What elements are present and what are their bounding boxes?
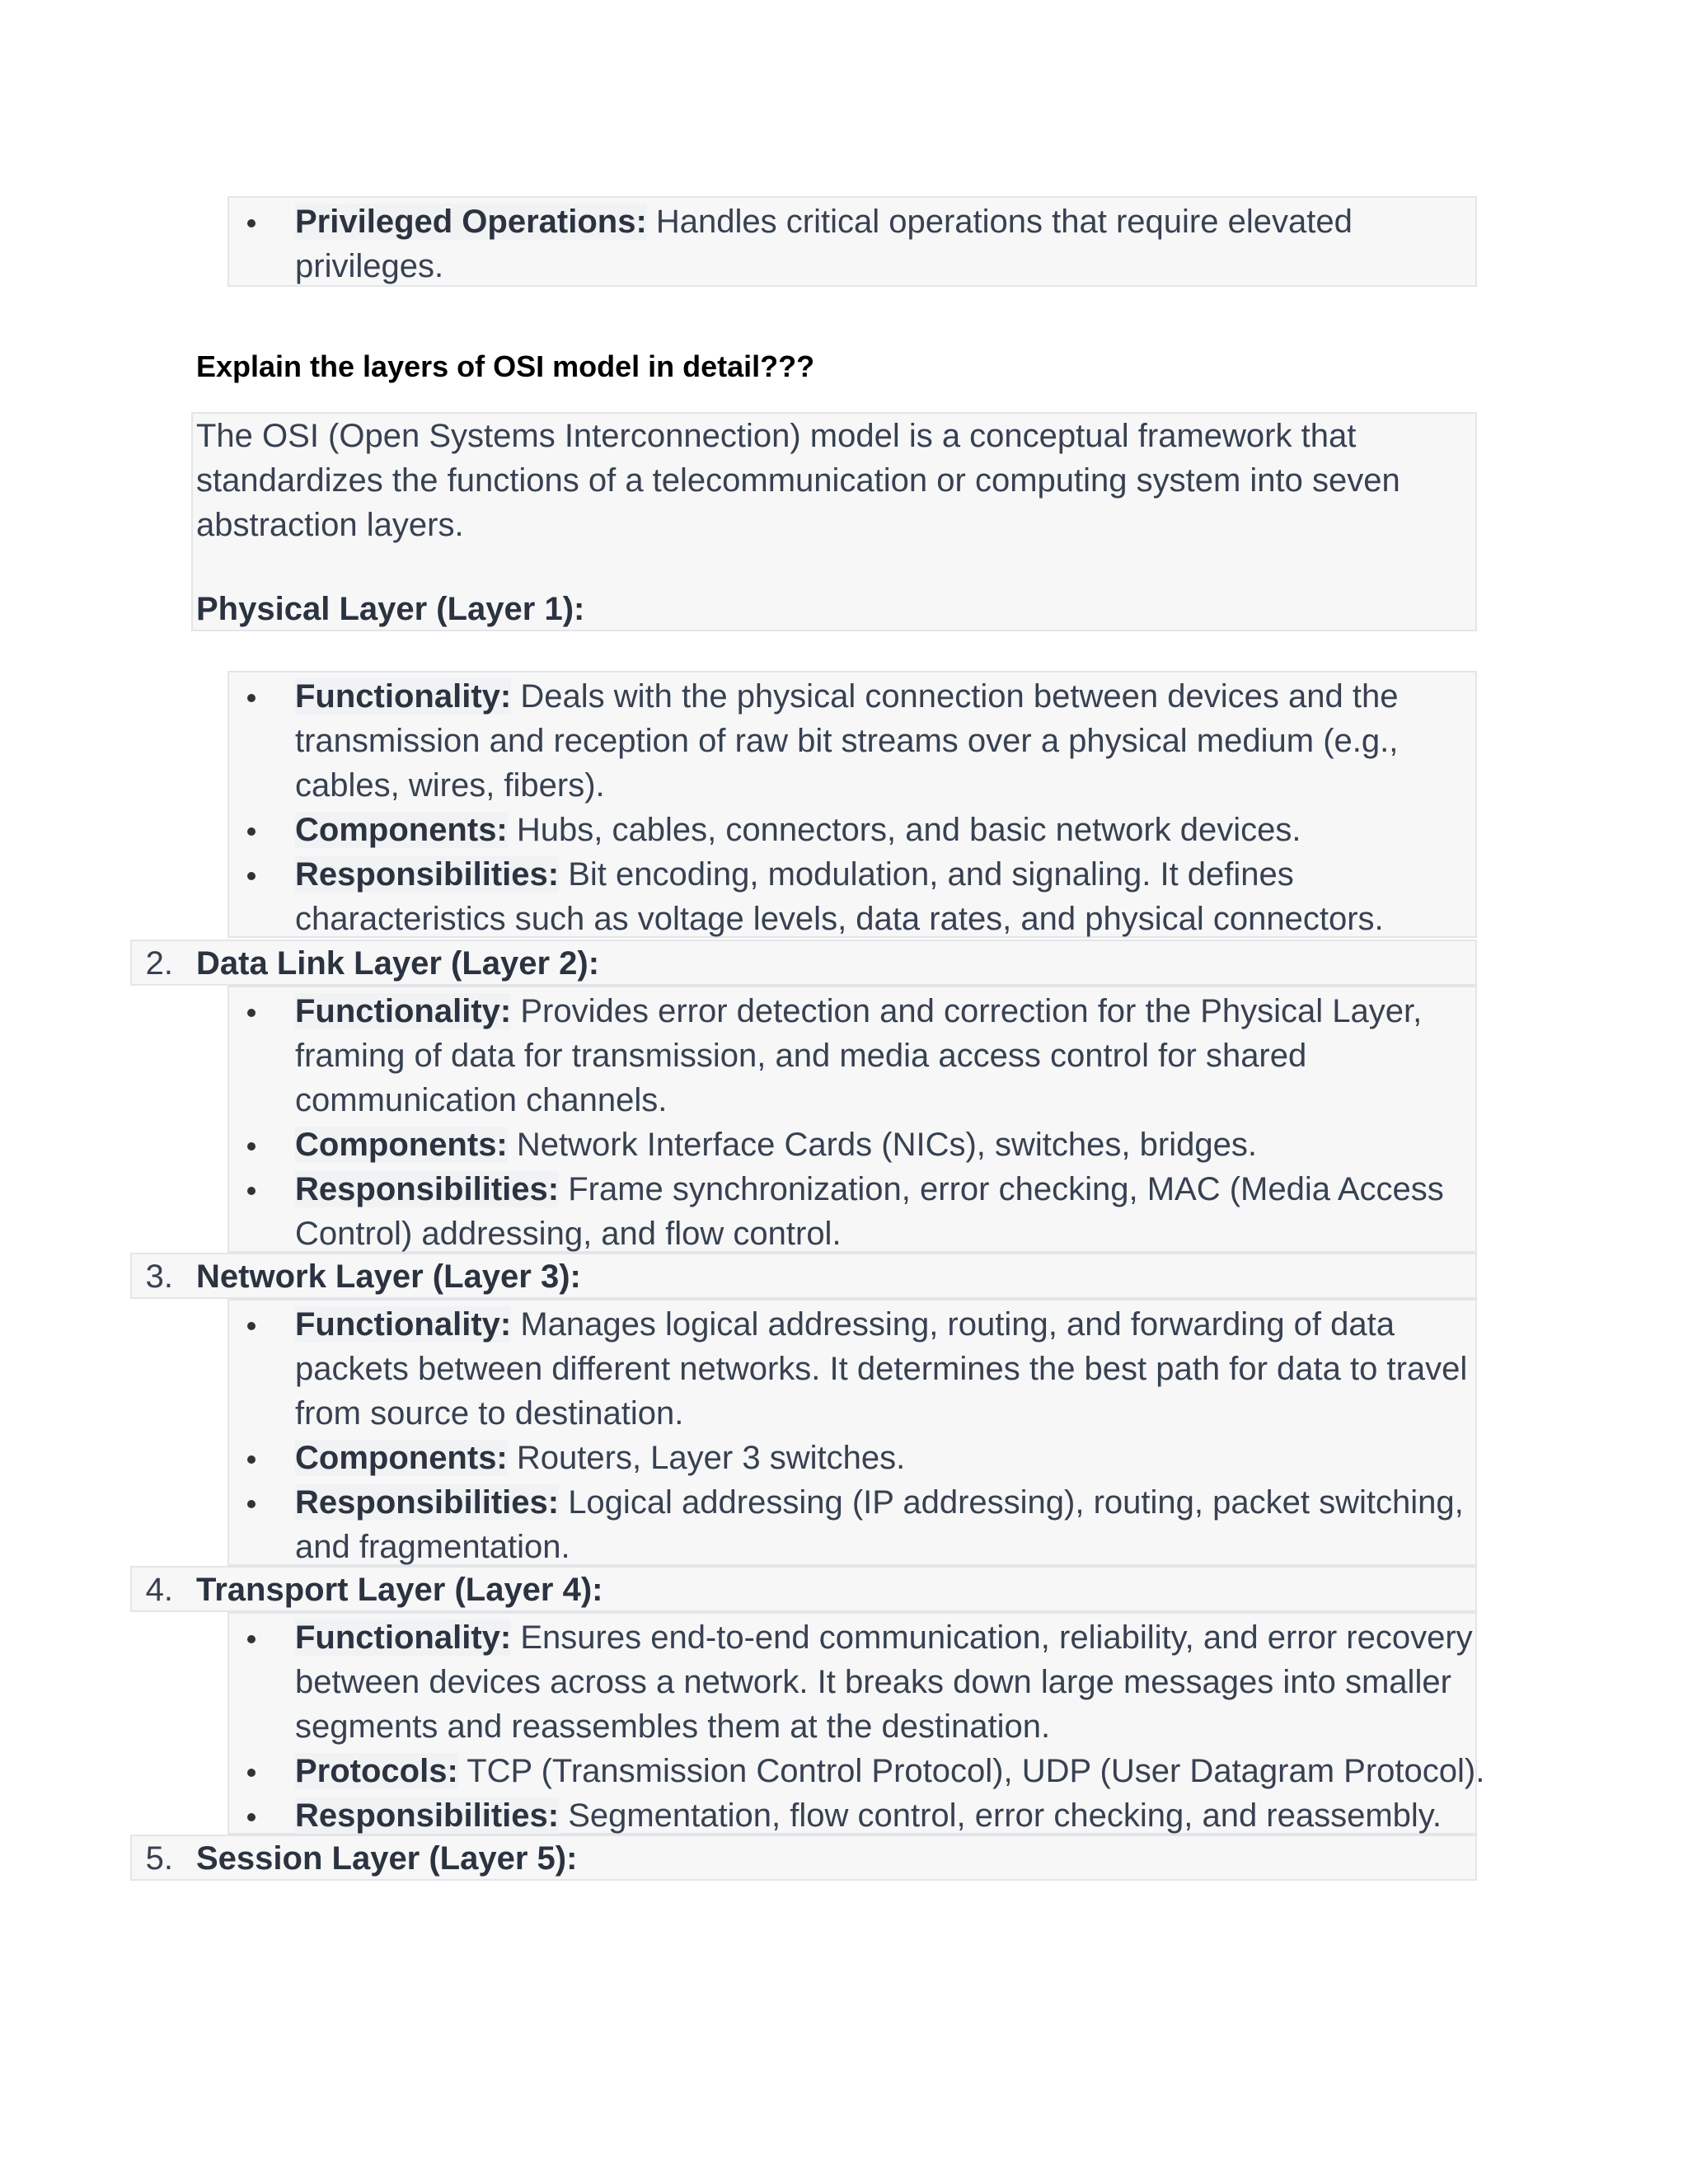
layer5-title: Session Layer (Layer 5): [196,1840,578,1877]
layer2-components-line [295,1122,1257,1167]
layer2-responsibilities-line-1 [295,1167,1444,1212]
privileged-operations-label: Privileged Operations: [295,204,647,240]
layer3-number: 3. [145,1258,173,1295]
layer4-responsibilities-line [295,1793,1442,1838]
layer3-functionality-line-2: packets between different networks. It determines the best path for data to travel [295,1351,1468,1387]
layer2-functionality-line-1 [295,989,1422,1033]
layer1-title: Physical Layer (Layer 1): [196,591,585,627]
layer4-title: Transport Layer (Layer 4): [196,1572,603,1608]
layer2-number: 2. [145,945,173,982]
bullet-icon [247,1009,256,1017]
functionality-text: Provides error detection and correction for the Physical Layer, [520,993,1423,1029]
responsibilities-label: Responsibilities: [295,1171,560,1207]
layer2-functionality-line-2: framing of data for transmission, and media access control for shared [295,1038,1307,1074]
protocols-label: Protocols: [295,1753,458,1789]
layer3-functionality-line-1 [295,1302,1395,1347]
bullet-icon [247,219,256,227]
layer1-responsibilities-line-1 [295,852,1294,897]
layer4-functionality-line-3: segments and reassembles them at the destination. [295,1708,1051,1745]
privileged-operations-line-1 [295,199,1353,244]
question-heading: Explain the layers of OSI model in detail??? [196,349,815,383]
responsibilities-label: Responsibilities: [295,1484,560,1521]
bullet-icon [247,1187,256,1195]
components-text: Routers, Layer 3 switches. [516,1440,906,1476]
functionality-text: Deals with the physical connection between devices and the [520,678,1399,715]
layer4-protocols-line [295,1749,1484,1793]
bullet-icon [247,694,256,702]
components-label: Components: [295,1440,508,1476]
privileged-operations-line-2: privileges. [295,248,444,284]
layer3-responsibilities-line-2: and fragmentation. [295,1529,570,1565]
layer1-functionality-line-3: cables, wires, fibers). [295,767,605,804]
bullet-icon [247,1455,256,1464]
responsibilities-label: Responsibilities: [295,1797,560,1834]
bullet-icon [247,872,256,880]
responsibilities-text: Logical addressing (IP addressing), routing, packet switching, [568,1484,1464,1521]
functionality-label: Functionality: [295,1619,512,1656]
bullet-icon [247,1322,256,1330]
protocols-text: TCP (Transmission Control Protocol), UDP (User Datagram Protocol). [467,1753,1485,1789]
layer1-components-line [295,808,1301,852]
layer4-functionality-line-2: between devices across a network. It breaks down large messages into smaller [295,1664,1451,1700]
components-text: Hubs, cables, connectors, and basic network devices. [516,812,1301,848]
privileged-operations-text: Handles critical operations that require elevated [655,204,1353,240]
layer1-functionality-line-1 [295,674,1398,719]
intro-line-1: The OSI (Open Systems Interconnection) model is a conceptual framework that [196,418,1357,454]
layer4-functionality-line-1 [295,1615,1473,1660]
layer3-title: Network Layer (Layer 3): [196,1258,581,1295]
layer4-number: 4. [145,1572,173,1608]
bullet-icon [247,1813,256,1821]
bullet-icon [247,1500,256,1508]
layer3-functionality-line-3: from source to destination. [295,1395,684,1432]
components-label: Components: [295,812,508,848]
layer5-number: 5. [145,1840,173,1877]
functionality-label: Functionality: [295,1306,512,1343]
layer1-functionality-line-2: transmission and reception of raw bit streams over a physical medium (e.g., [295,723,1399,759]
layer1-responsibilities-line-2: characteristics such as voltage levels, data rates, and physical connectors. [295,901,1384,937]
layer3-components-line [295,1436,905,1480]
layer3-responsibilities-line-1 [295,1480,1464,1525]
responsibilities-label: Responsibilities: [295,856,560,893]
responsibilities-text: Frame synchronization, error checking, MAC (Media Access [568,1171,1444,1207]
bullet-icon [247,1769,256,1777]
functionality-label: Functionality: [295,678,512,715]
bullet-icon [247,1142,256,1151]
layer2-title: Data Link Layer (Layer 2): [196,945,600,982]
layer2-functionality-line-3: communication channels. [295,1082,668,1118]
intro-line-2: standardizes the functions of a telecommunication or computing system into seven [196,462,1400,499]
functionality-label: Functionality: [295,993,512,1029]
bullet-icon [247,827,256,836]
intro-line-3: abstraction layers. [196,507,464,543]
components-label: Components: [295,1127,508,1163]
responsibilities-text: Segmentation, flow control, error checking, and reassembly. [568,1797,1442,1834]
responsibilities-text: Bit encoding, modulation, and signaling. It defines [568,856,1294,893]
functionality-text: Manages logical addressing, routing, and forwarding of data [520,1306,1395,1343]
layer2-responsibilities-line-2: Control) addressing, and flow control. [295,1216,842,1252]
functionality-text: Ensures end-to-end communication, reliability, and error recovery [520,1619,1473,1656]
bullet-icon [247,1635,256,1643]
components-text: Network Interface Cards (NICs), switches, bridges. [516,1127,1257,1163]
